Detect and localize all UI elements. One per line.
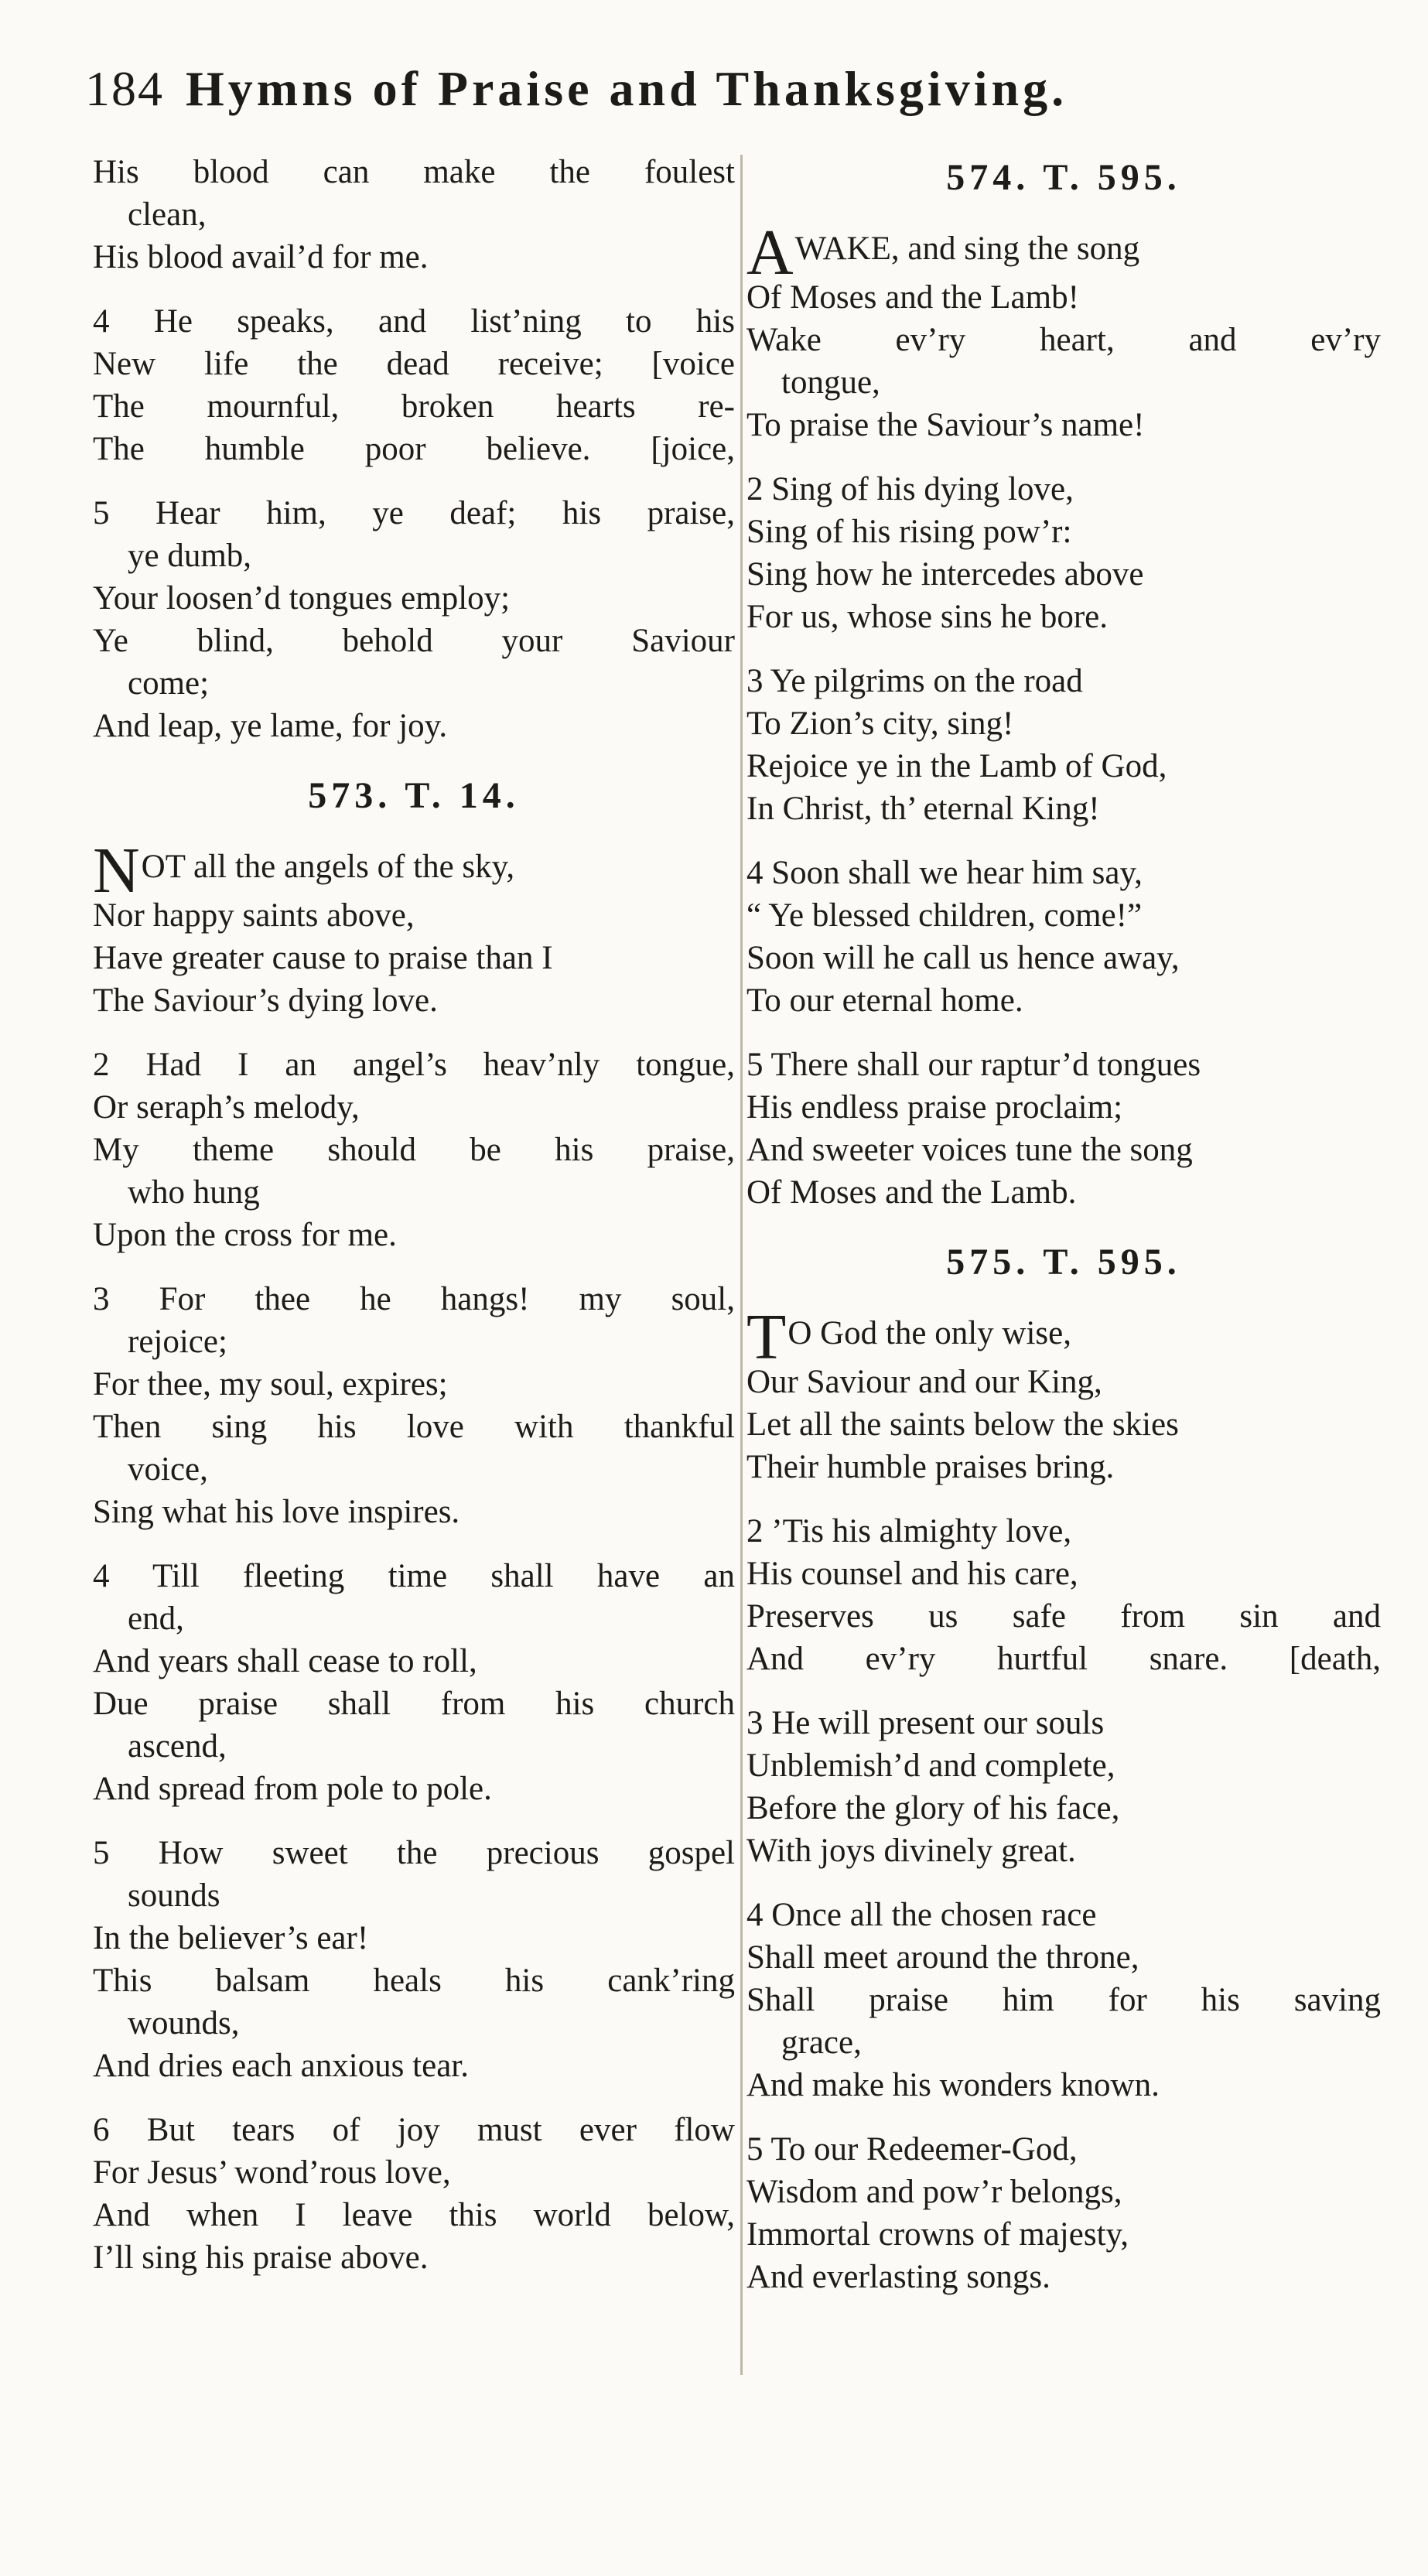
verse-line: Your loosen’d tongues employ; (93, 580, 511, 617)
verse-line: Immortal crowns of majesty, (746, 2216, 1129, 2253)
verse-line: 4 Soon shall we hear him say, (746, 855, 1143, 891)
verse-line: 2 ’Tis his almighty love, (746, 1513, 1072, 1549)
verse-line: For us, whose sins he bore. (746, 599, 1108, 635)
stanza-572-continuation-1 (93, 151, 735, 278)
verse-line: WAKE, and sing the song (794, 231, 1140, 267)
verse-line: Have greater cause to praise than I (93, 940, 553, 976)
verse-line: With joys divinely great. (746, 1833, 1076, 1869)
verse-line: For thee, my soul, expires; (93, 1366, 448, 1402)
verse-line: 6 But tears of joy must ever flow (93, 2112, 735, 2148)
verse-line: Of Moses and the Lamb. (746, 1174, 1077, 1211)
verse-line: His counsel and his care, (746, 1556, 1078, 1592)
running-header (85, 60, 1400, 138)
verse-line: who hung (128, 1174, 260, 1211)
verse-line: His endless praise proclaim; (746, 1089, 1123, 1126)
stanza-575-2 (746, 1510, 1381, 1680)
verse-line: sounds (128, 1877, 220, 1914)
verse-line: rejoice; (128, 1324, 227, 1360)
verse-line: ascend, (128, 1728, 227, 1765)
verse-line: His blood avail’d for me. (93, 239, 429, 275)
verse-line: And leap, ye lame, for joy. (93, 708, 448, 744)
verse-line: Rejoice ye in the Lamb of God, (746, 748, 1167, 784)
verse-line: 4 He speaks, and list’ning to his (93, 303, 735, 340)
verse-line: New life the dead receive; [voice (93, 346, 735, 382)
verse-line: Wisdom and pow’r belongs, (746, 2174, 1122, 2210)
verse-line: 4 Till fleeting time shall have an (93, 1558, 735, 1594)
stanza-575-1 (746, 1301, 1381, 1488)
verse-line: come; (128, 665, 210, 702)
stanza-575-5 (746, 2128, 1381, 2298)
verse-line: Sing what his love inspires. (93, 1494, 460, 1530)
verse-line: 3 For thee he hangs! my soul, (93, 1281, 735, 1317)
stanza-574-2 (746, 468, 1381, 638)
verse-line: And ev’ry hurtful snare. [death, (746, 1641, 1381, 1677)
verse-line: To our eternal home. (746, 982, 1023, 1019)
stanza-573-4 (93, 1555, 735, 1810)
verse-line: Sing of his rising pow’r: (746, 514, 1072, 550)
verse-first-line (746, 1301, 1381, 1373)
verse-first-line (93, 835, 735, 907)
verse-line: 4 Once all the chosen race (746, 1897, 1097, 1933)
verse-line: 2 Sing of his dying love, (746, 471, 1074, 507)
verse-line: Then sing his love with thankful (93, 1409, 735, 1445)
verse-first-line (746, 217, 1381, 289)
verse-line: Before the glory of his face, (746, 1790, 1120, 1826)
verse-line: 5 Hear him, ye deaf; his praise, (93, 495, 735, 531)
drop-cap: A (746, 217, 794, 289)
verse-line: 3 Ye pilgrims on the road (746, 663, 1083, 699)
verse-line: Due praise shall from his church (93, 1686, 735, 1722)
drop-cap: T (746, 1301, 787, 1373)
verse-line: The mournful, broken hearts re- (93, 388, 735, 425)
verse-line: In Christ, th’ eternal King! (746, 791, 1100, 827)
verse-line: Preserves us safe from sin and (746, 1598, 1381, 1635)
verse-line: Unblemish’d and complete, (746, 1748, 1115, 1784)
right-column (746, 151, 1381, 2320)
hymn-number-575: 575. T. 595. (946, 1242, 1181, 1283)
stanza-572-5 (93, 492, 735, 747)
verse-line: “ Ye blessed children, come!” (746, 897, 1143, 934)
verse-line: Let all the saints below the skies (746, 1406, 1179, 1443)
hymn-number-574: 574. T. 595. (946, 157, 1181, 198)
stanza-573-6 (93, 2109, 735, 2279)
verse-line: 3 He will present our souls (746, 1705, 1105, 1741)
stanza-575-3 (746, 1702, 1381, 1872)
verse-line: The humble poor believe. [joice, (93, 431, 735, 467)
column-divider (740, 155, 743, 2375)
verse-line: Of Moses and the Lamb! (746, 279, 1079, 316)
stanza-572-4 (93, 300, 735, 470)
verse-line: voice, (128, 1451, 208, 1488)
verse-line: Shall praise him for his saving (746, 1982, 1381, 2018)
verse-line: I’ll sing his praise above. (93, 2239, 429, 2276)
stanza-574-5 (746, 1044, 1381, 1214)
verse-line: And dries each anxious tear. (93, 2048, 469, 2084)
verse-line: My theme should be his praise, (93, 1132, 735, 1168)
verse-line: For Jesus’ wond’rous love, (93, 2154, 451, 2191)
verse-line: And everlasting songs. (746, 2259, 1051, 2295)
verse-line: Wake ev’ry heart, and ev’ry (746, 322, 1381, 358)
verse-line: In the believer’s ear! (93, 1920, 369, 1956)
verse-line: grace, (781, 2024, 862, 2061)
stanza-573-3 (93, 1278, 735, 1533)
verse-line: 5 How sweet the precious gospel (93, 1835, 735, 1871)
hymn-number-573: 573. T. 14. (308, 775, 520, 816)
verse-line: tongue, (781, 364, 880, 401)
verse-line: Their humble praises bring. (746, 1449, 1115, 1485)
verse-line: Nor happy saints above, (93, 897, 415, 934)
stanza-574-3 (746, 660, 1381, 830)
verse-line: And years shall cease to roll, (93, 1643, 477, 1679)
stanza-573-2 (93, 1044, 735, 1256)
verse-line: Soon will he call us hence away, (746, 940, 1180, 976)
verse-line: The Saviour’s dying love. (93, 982, 438, 1019)
verse-line: clean, (128, 196, 207, 233)
verse-line: O God the only wise, (787, 1315, 1071, 1351)
stanza-575-4 (746, 1894, 1381, 2106)
stanza-574-4 (746, 852, 1381, 1022)
verse-line: To Zion’s city, sing! (746, 705, 1014, 742)
verse-line: Upon the cross for me. (93, 1217, 397, 1253)
verse-line: Ye blind, behold your Saviour (93, 623, 735, 659)
verse-line: And when I leave this world below, (93, 2197, 735, 2233)
verse-line: OT all the angels of the sky, (141, 849, 515, 885)
verse-line: And make his wonders known. (746, 2067, 1160, 2103)
verse-line: 5 To our Redeemer-God, (746, 2131, 1078, 2168)
verse-line: To praise the Saviour’s name! (746, 407, 1145, 443)
stanza-573-1 (93, 835, 735, 1022)
drop-cap: N (93, 835, 140, 907)
verse-line: wounds, (128, 2005, 240, 2041)
verse-line: And sweeter voices tune the song (746, 1132, 1193, 1168)
verse-line: ye dumb, (128, 538, 252, 574)
verse-line: Sing how he intercedes above (746, 556, 1144, 593)
stanza-573-5 (93, 1832, 735, 2087)
verse-line: His blood can make the foulest (93, 154, 735, 190)
verse-line: 2 Had I an angel’s heav’nly tongue, (93, 1047, 735, 1083)
verse-line: 5 There shall our raptur’d tongues (746, 1047, 1201, 1083)
page-number: 184 (85, 61, 164, 116)
verse-line: end, (128, 1601, 184, 1637)
running-title: Hymns of Praise and Thanksgiving. (186, 61, 1068, 116)
verse-line: Or seraph’s melody, (93, 1089, 360, 1126)
left-column (93, 151, 735, 2301)
verse-line: Our Saviour and our King, (746, 1364, 1102, 1400)
stanza-574-1 (746, 217, 1381, 446)
verse-line: And spread from pole to pole. (93, 1771, 492, 1807)
verse-line: This balsam heals his cank’ring (93, 1963, 735, 1999)
verse-line: Shall meet around the throne, (746, 1939, 1139, 1976)
